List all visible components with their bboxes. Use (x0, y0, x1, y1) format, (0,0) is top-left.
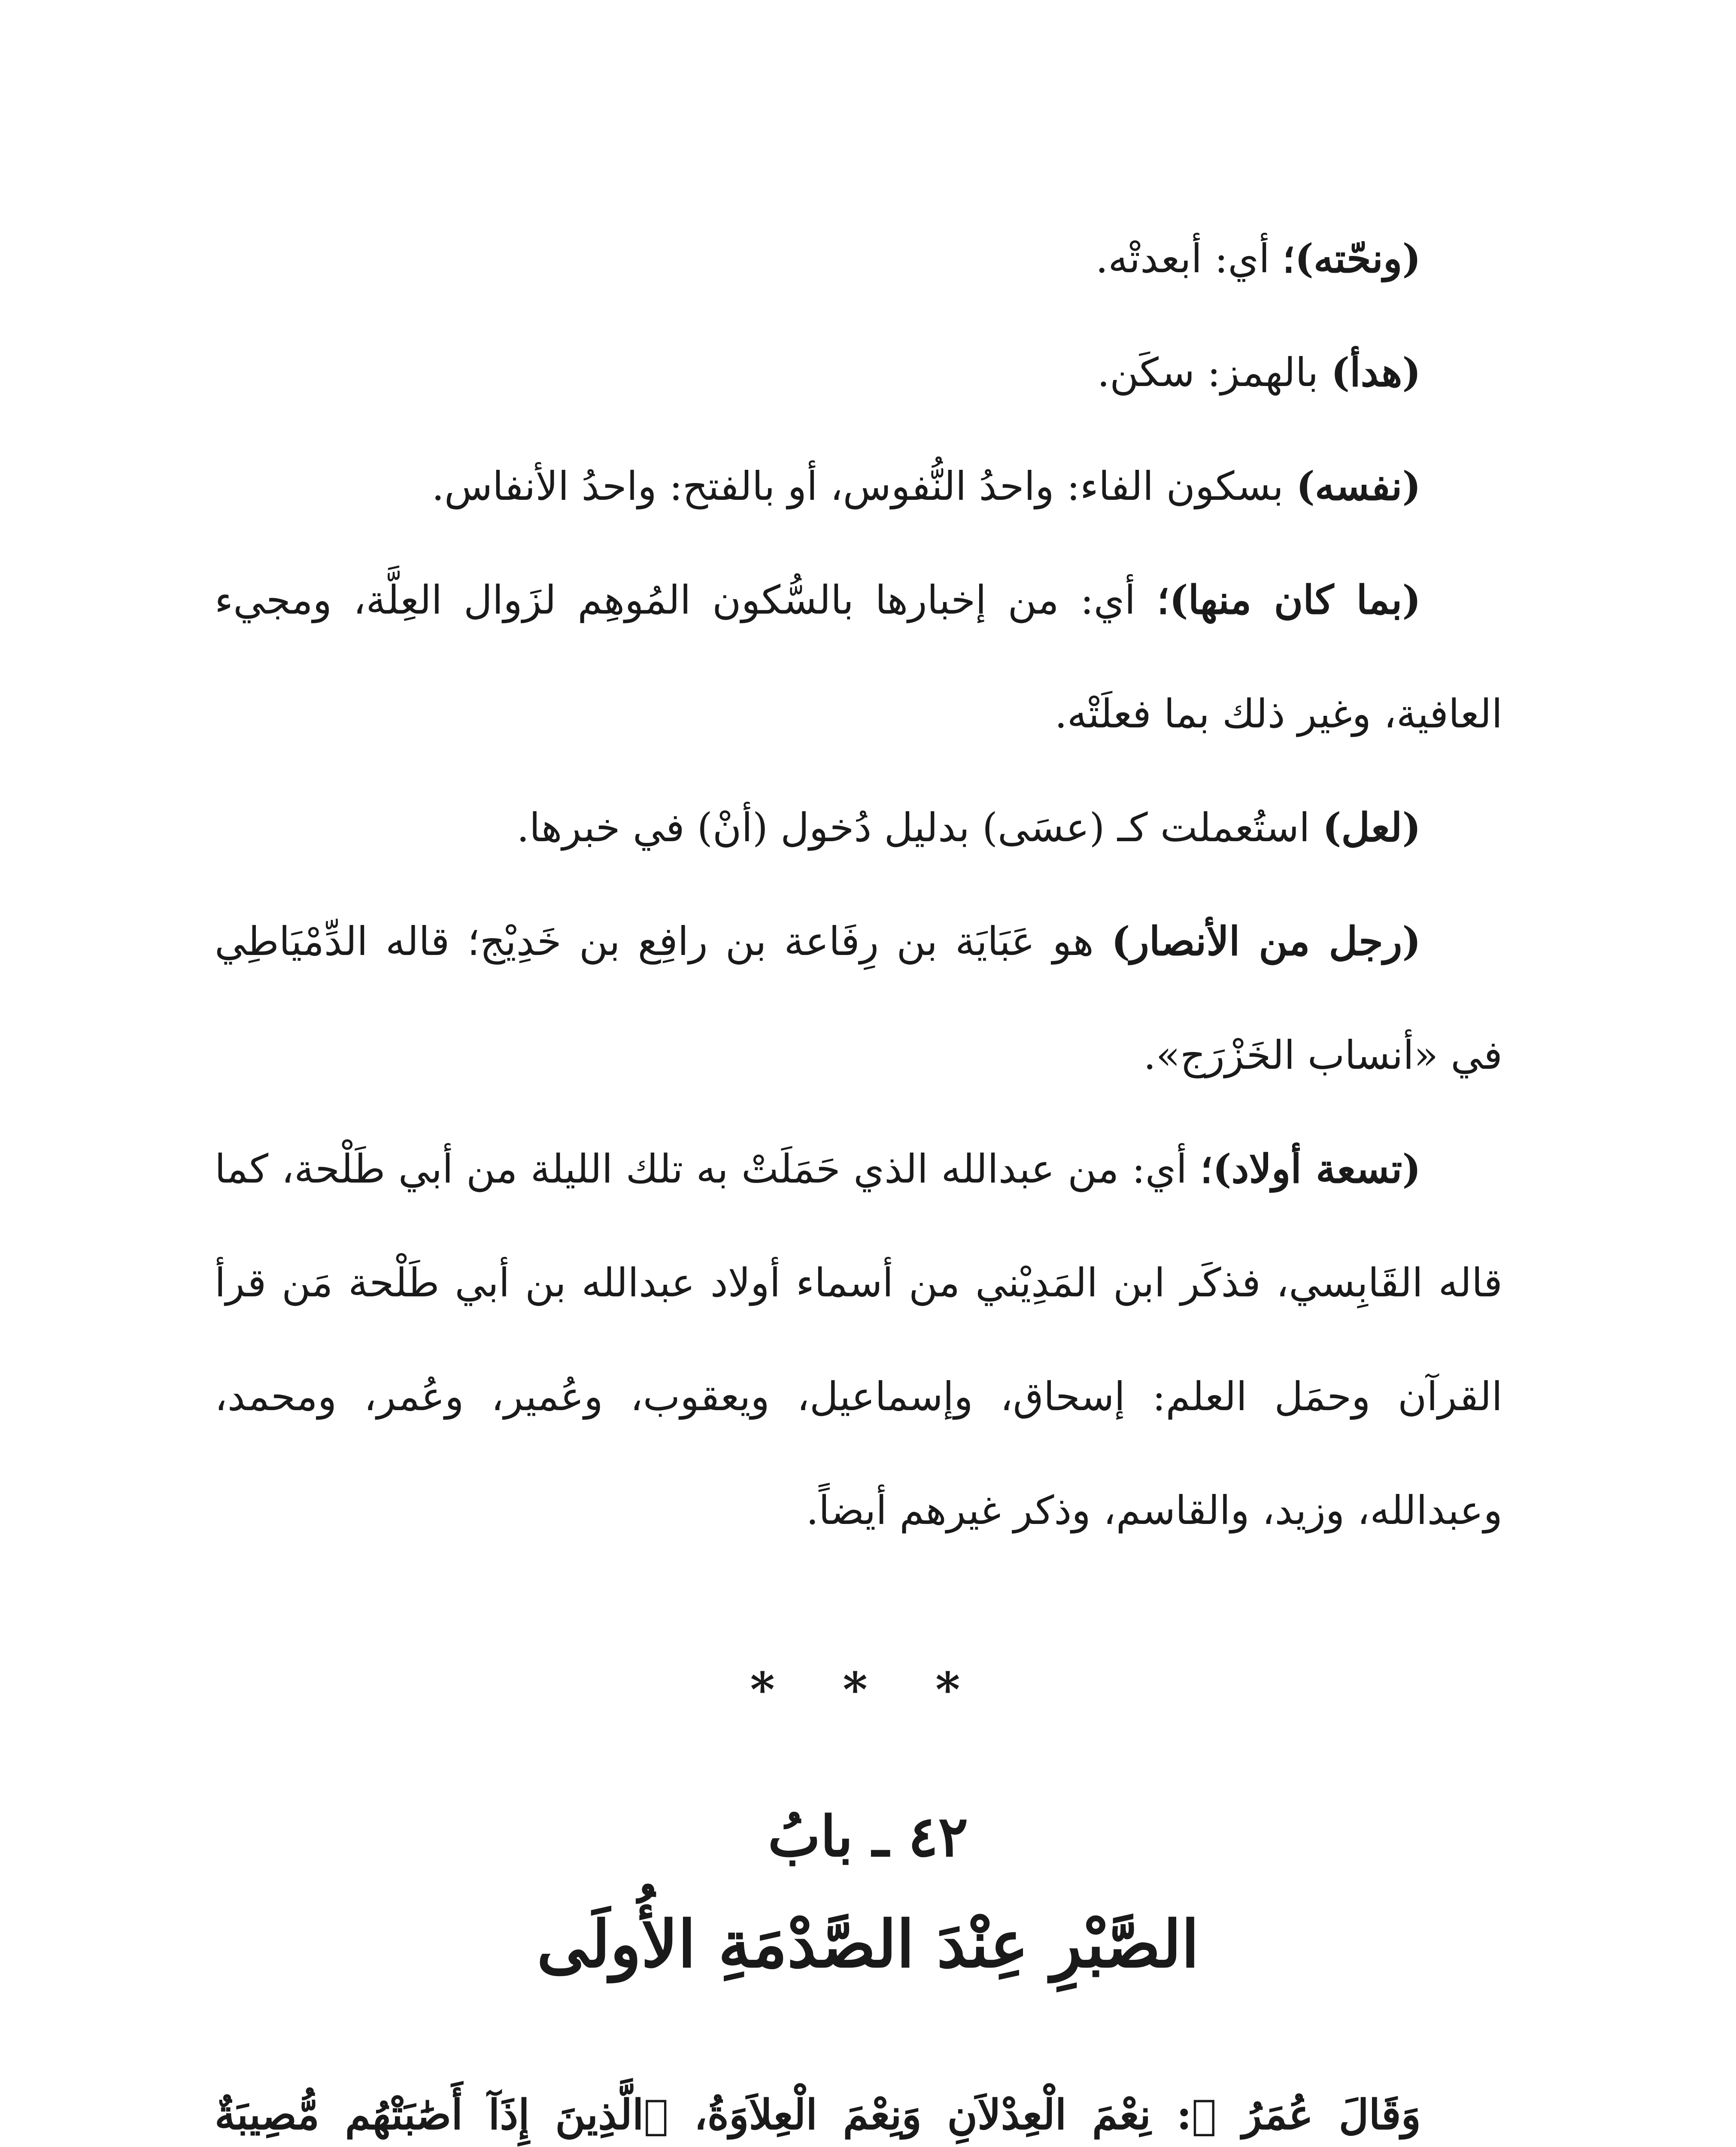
entry-text: أي: من إخبارها بالسُّكون المُوهِم لزَوال العِلَّة، ومجيء العافية، وغير ذلك بما فعلَتْه. (215, 577, 1502, 737)
chapter-number: ٤٢ ـ بابُ (768, 1803, 968, 1869)
section-separator: * * * (750, 1662, 986, 1717)
entry-paragraph (215, 429, 1502, 543)
quote-block (215, 2057, 1502, 2147)
entry-label: (بما كان منها)؛ (1156, 577, 1421, 623)
entry-paragraph (215, 885, 1502, 1112)
entry-text: استُعملت كـ (عسَى) بدليل دُخول (أنْ) في خبرها. (516, 805, 1323, 851)
entry-paragraph (215, 543, 1502, 771)
entry-text: بسكون الفاء: واحدُ النُّفوس، أو بالفتح: واحدُ الأنفاس. (431, 463, 1296, 509)
commentary-text (215, 202, 1502, 1567)
entry-label: (تسعة أولاد)؛ (1200, 1146, 1421, 1192)
entry-text: بالهمز: سكَن. (1097, 350, 1331, 395)
entry-paragraph (215, 771, 1502, 885)
entry-paragraph (215, 316, 1502, 429)
entry-paragraph (215, 1112, 1502, 1567)
quote-text: وَقَالَ عُمَرُ ﷺ: نِعْمَ الْعِدْلاَنِ وَنِعْمَ الْعِلاَوَةُ، ﴿الَّذِينَ إِذَآ أَصَٰبَتْهُم مُّصِيبَةٌ (215, 2090, 1421, 2139)
entry-label: (هدأ) (1331, 349, 1421, 395)
entry-label: (ونحّته)؛ (1282, 235, 1421, 282)
entry-label: (نفسه) (1296, 463, 1421, 509)
entry-paragraph (215, 202, 1502, 316)
entry-label: (رجل من الأنصار) (1111, 918, 1421, 964)
entry-text: أي: أبعدتْه. (1096, 236, 1283, 282)
chapter-title: الصَّبْرِ عِنْدَ الصَّدْمَةِ الأُولَى (537, 1907, 1199, 1982)
entry-label: (لعل) (1322, 804, 1421, 851)
entry-text: هو عَبَايَة بن رِفَاعة بن رافِع بن خَدِيْج؛ قاله الدِّمْيَاطِي في «أنساب الخَزْرَج». (215, 918, 1502, 1078)
entry-text: أي: من عبدالله الذي حَمَلَتْ به تلك الليلة من أبي طَلْحة، كما قاله القَابِسي، فذكَر ابن المَدِيْني من أسماء أولاد عبدالله بن أبي طَلْحة مَن قرأ القرآن وحمَل العلم: إسحاق، وإسماعيل، ويعقوب، وعُمير، وعُمر، ومحمد، وعبدالله، وزيد، والقاسم، وذكر غيرهم أيضاً. (215, 1146, 1502, 1533)
